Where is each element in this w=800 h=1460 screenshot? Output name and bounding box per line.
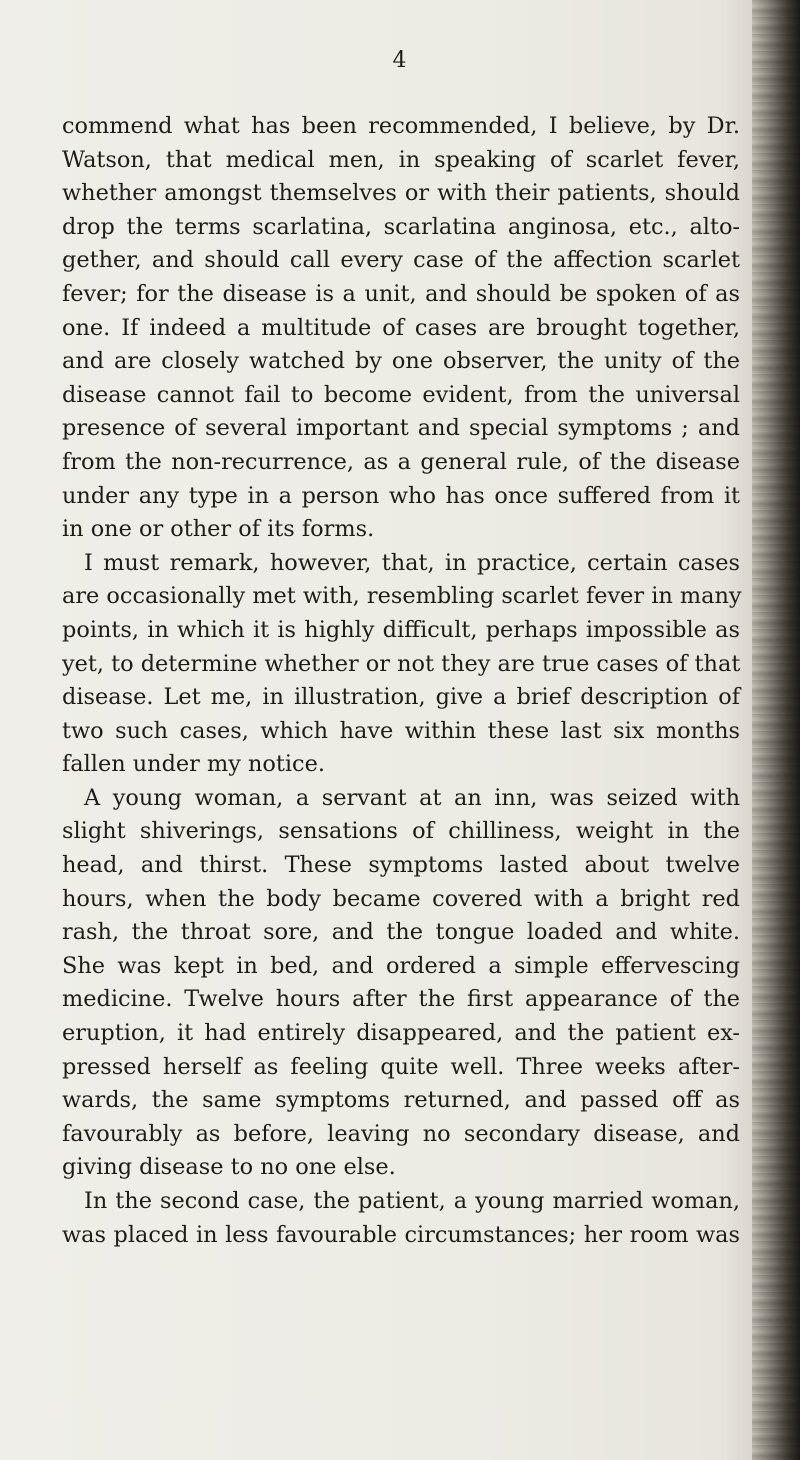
text-line: In the second case, the patient, a young married woman, (84, 1188, 740, 1214)
text-line: head, and thirst. These symptoms lasted about twelve (62, 852, 740, 879)
text-line: pressed herself as feeling quite well. Three weeks after- (62, 1053, 740, 1080)
text-line: commend what has been recommended, I believe, by Dr. (62, 113, 740, 139)
text-line: fever; for the disease is a unit, and should be spoken of as (62, 280, 740, 307)
text-line: Watson, that medical men, in speaking of scarlet fever, (62, 146, 740, 173)
text-line: are occasionally met with, resembling scarlet fever in many (62, 583, 742, 610)
page-number: 4 (392, 48, 408, 73)
text-line: fallen under my notice. (62, 751, 325, 778)
text-line: points, in which it is highly difficult, perhaps impossible as (62, 616, 740, 643)
text-line: I must remark, however, that, in practice, certain cases (84, 549, 740, 576)
text-line: rash, the throat sore, and the tongue loaded and white. (62, 919, 740, 946)
text-line: drop the terms scarlatina, scarlatina anginosa, etc., alto- (62, 213, 740, 240)
text-line: giving disease to no one else. (62, 1154, 396, 1181)
text-line: one. If indeed a multitude of cases are brought together, (62, 314, 740, 341)
text-line: and are closely watched by one observer, the unity of the (62, 348, 740, 375)
book-binding-edge (752, 0, 800, 1460)
text-line: gether, and should call every case of the affection scarlet (62, 247, 740, 274)
text-line: She was kept in bed, and ordered a simple effervescing (62, 952, 740, 979)
text-line: under any type in a person who has once suffered from it (62, 482, 740, 509)
text-line: A young woman, a servant at an inn, was seized with (84, 784, 740, 811)
text-line: presence of several important and special symptoms ; and (62, 415, 740, 442)
text-line: from the non-recurrence, as a general rule, of the disease (62, 448, 740, 475)
body-text (62, 110, 740, 1252)
text-line: hours, when the body became covered with a bright red (62, 885, 740, 912)
text-line: medicine. Twelve hours after the first appearance of the (62, 986, 740, 1013)
text-line: whether amongst themselves or with their patients, should (62, 180, 740, 207)
text-line: in one or other of its forms. (62, 516, 375, 543)
text-line: eruption, it had entirely disappeared, and the patient ex- (62, 1020, 740, 1047)
text-line: yet, to determine whether or not they are true cases of that (62, 650, 741, 677)
text-line: favourably as before, leaving no secondary disease, and (62, 1120, 740, 1147)
text-line: disease cannot fail to become evident, from the universal (62, 381, 740, 408)
text-line: slight shiverings, sensations of chilliness, weight in the (62, 818, 740, 845)
text-line: wards, the same symptoms returned, and passed off as (62, 1087, 740, 1114)
text-line: was placed in less favourable circumstances; her room was (62, 1221, 740, 1248)
text-line: disease. Let me, in illustration, give a brief description of (62, 684, 740, 711)
text-line: two such cases, which have within these last six months (62, 717, 740, 744)
